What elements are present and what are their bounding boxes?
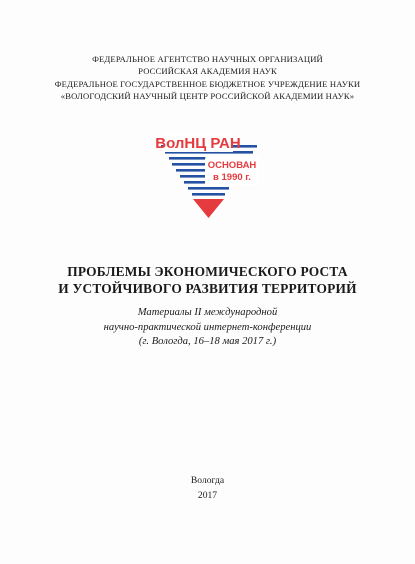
title-line-2: И УСТОЙЧИВОГО РАЗВИТИЯ ТЕРРИТОРИЙ (58, 281, 357, 296)
subtitle-line-3: (г. Вологда, 16–18 мая 2017 г.) (138, 336, 277, 348)
book-subtitle (0, 306, 415, 350)
org-line-1: ФЕДЕРАЛЬНОЕ АГЕНТСТВО НАУЧНЫХ ОРГАНИЗАЦИЙ (92, 54, 323, 64)
publication-year: 2017 (197, 489, 218, 501)
logo-founded-line1: ОСНОВАН (207, 160, 257, 171)
publication-footer (0, 474, 415, 503)
book-title (0, 263, 415, 297)
org-line-4: «ВОЛОГОДСКИЙ НАУЧНЫЙ ЦЕНТР РОССИЙСКОЙ АКАДЕМИИ НАУК» (60, 91, 355, 102)
publication-city: Вологда (190, 475, 225, 486)
logo-founded-line2: в 1990 г. (213, 172, 251, 183)
organization-header (0, 53, 415, 103)
logo-red-triangle (193, 199, 224, 218)
title-line-1: ПРОБЛЕМЫ ЭКОНОМИЧЕСКОГО РОСТА (67, 264, 348, 279)
logo-name: ВолНЦ РАН (155, 135, 241, 152)
volnc-ran-logo (147, 130, 267, 222)
org-line-2: РОССИЙСКАЯ АКАДЕМИЯ НАУК (138, 66, 277, 77)
org-line-3: ФЕДЕРАЛЬНОЕ ГОСУДАРСТВЕННОЕ БЮДЖЕТНОЕ УЧРЕЖДЕНИЕ НАУКИ (54, 78, 361, 89)
subtitle-line-2: научно-практической интернет-конференции (103, 321, 312, 333)
subtitle-line-1: Материалы II международной (137, 307, 278, 318)
